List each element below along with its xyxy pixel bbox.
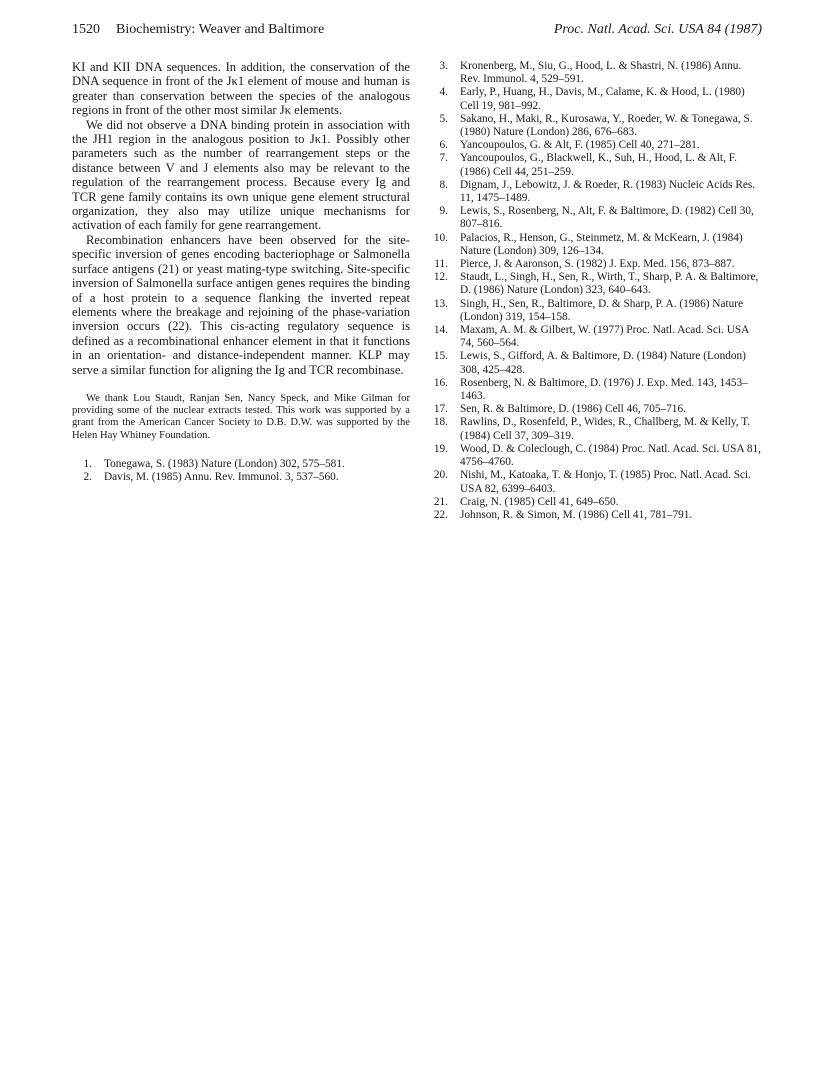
reference-text: Lewis, S., Rosenberg, N., Alt, F. & Baltimore, D. (1982) Cell 30, 807–816.: [460, 205, 754, 231]
reference-item: [428, 416, 764, 442]
body-paragraph: We did not observe a DNA binding protein in association with the JH1 region in the analogous position to Jκ1. Possibly other parameters such as the number of rearrangement steps or the distance between V and J elements also may be relevant to the regulation of the rearrangement process. Because every Ig and TCR gene family contains its own unique gene element structural organization, they also may utilize unique mechanisms for activation of each family for gene rearrangement.: [72, 117, 410, 233]
journal-citation: Proc. Natl. Acad. Sci. USA 84 (1987): [553, 22, 762, 37]
reference-number: 1.: [83, 457, 92, 470]
reference-text: Early, P., Huang, H., Davis, M., Calame, K. & Hood, L. (1980) Cell 19, 981–992.: [460, 86, 745, 112]
page-header: [72, 22, 762, 42]
reference-text: Sakano, H., Maki, R., Kurosawa, Y., Roeder, W. & Tonegawa, S. (1980) Nature (London) 286, 676–683.: [460, 112, 753, 139]
reference-item: [428, 232, 764, 258]
reference-number: 13.: [433, 297, 448, 310]
reference-text: Lewis, S., Gifford, A. & Baltimore, D. (1984) Nature (London) 308, 425–428.: [460, 350, 746, 376]
running-title: Biochemistry: Weaver and Baltimore: [116, 22, 325, 37]
reference-list-left: [72, 458, 410, 484]
reference-number: 7.: [439, 152, 448, 165]
reference-number: 20.: [433, 469, 448, 482]
reference-number: 15.: [433, 350, 448, 363]
reference-text: Singh, H., Sen, R., Baltimore, D. & Sharp, P. A. (1986) Nature (London) 319, 154–158.: [460, 297, 744, 323]
reference-number: 4.: [439, 86, 448, 99]
reference-text: Staudt, L., Singh, H., Sen, R., Wirth, T., Sharp, P. A. & Baltimore, D. (1986) Nature (London) 323, 640–643.: [460, 271, 759, 297]
reference-text: Yancoupoulos, G. & Alt, F. (1985) Cell 40, 271–281.: [460, 139, 700, 152]
reference-text: Pierce, J. & Aaronson, S. (1982) J. Exp. Med. 156, 873–887.: [460, 258, 735, 271]
acknowledgment: We thank Lou Staudt, Ranjan Sen, Nancy Speck, and Mike Gilman for providing some of the nuclear extracts tested. This work was supported by a grant from the American Cancer Society to D.B. D.W. was supported by the Helen Hay Whitney Foundation.: [72, 392, 410, 441]
reference-text: Wood, D. & Coleclough, C. (1984) Proc. Natl. Acad. Sci. USA 81, 4756–4760.: [460, 442, 761, 469]
reference-item: [72, 458, 410, 471]
reference-item: [428, 469, 764, 495]
reference-number: 12.: [433, 271, 448, 284]
reference-item: [428, 60, 764, 86]
reference-text: Rosenberg, N. & Baltimore, D. (1976) J. Exp. Med. 143, 1453–1463.: [460, 376, 748, 403]
reference-item: [428, 443, 764, 469]
reference-number: 19.: [433, 442, 448, 455]
reference-number: 2.: [83, 470, 92, 483]
reference-item: [72, 471, 410, 484]
right-column: [428, 60, 764, 522]
reference-item: [428, 324, 764, 350]
reference-text: Sen, R. & Baltimore, D. (1986) Cell 46, 705–716.: [460, 403, 686, 416]
left-column: [72, 60, 410, 484]
reference-text: Kronenberg, M., Siu, G., Hood, L. & Shastri, N. (1986) Annu. Rev. Immunol. 4, 529–591.: [460, 60, 742, 86]
reference-item: [428, 350, 764, 376]
reference-number: 21.: [433, 495, 448, 508]
reference-item: [428, 509, 764, 522]
reference-item: [428, 258, 764, 271]
reference-number: 9.: [439, 205, 448, 218]
reference-text: Craig, N. (1985) Cell 41, 649–650.: [460, 495, 619, 508]
reference-item: [428, 496, 764, 509]
reference-item: [428, 271, 764, 297]
reference-number: 10.: [433, 231, 448, 244]
reference-number: 17.: [433, 403, 448, 416]
reference-number: 8.: [439, 178, 448, 191]
reference-text: Tonegawa, S. (1983) Nature (London) 302, 575–581.: [104, 457, 345, 470]
reference-text: Nishi, M., Katoaka, T. & Honjo, T. (1985) Proc. Natl. Acad. Sci. USA 82, 6399–6403.: [460, 469, 751, 495]
reference-item: [428, 179, 764, 205]
reference-number: 5.: [439, 112, 448, 125]
body-paragraph: KI and KII DNA sequences. In addition, the conservation of the DNA sequence in front of the Jκ1 element of mouse and human is greater than conservation between the species of the analogous regions in front of the other most similar Jκ elements.: [72, 60, 410, 118]
reference-item: [428, 403, 764, 416]
reference-list-right: [428, 60, 764, 522]
reference-text: Maxam, A. M. & Gilbert, W. (1977) Proc. Natl. Acad. Sci. USA 74, 560–564.: [460, 324, 749, 350]
reference-number: 6.: [439, 139, 448, 152]
reference-text: Johnson, R. & Simon, M. (1986) Cell 41, 781–791.: [460, 508, 693, 521]
reference-item: [428, 139, 764, 152]
reference-text: Dignam, J., Lebowitz, J. & Roeder, R. (1983) Nucleic Acids Res. 11, 1475–1489.: [460, 178, 756, 205]
reference-item: [428, 205, 764, 231]
reference-item: [428, 377, 764, 403]
reference-item: [428, 86, 764, 112]
reference-number: 11.: [434, 258, 448, 271]
reference-text: Yancoupoulos, G., Blackwell, K., Suh, H., Hood, L. & Alt, F. (1986) Cell 44, 251–259.: [460, 152, 737, 178]
reference-number: 18.: [433, 416, 448, 429]
reference-text: Palacios, R., Henson, G., Steinmetz, M. & McKearn, J. (1984) Nature (London) 309, 126–134.: [460, 231, 743, 257]
reference-number: 14.: [433, 324, 448, 337]
reference-item: [428, 113, 764, 139]
reference-number: 22.: [433, 508, 448, 521]
page-number: 1520: [72, 22, 100, 37]
reference-text: Davis, M. (1985) Annu. Rev. Immunol. 3, 537–560.: [104, 470, 339, 483]
reference-text: Rawlins, D., Rosenfeld, P., Wides, R., Challberg, M. & Kelly, T. (1984) Cell 37, 309–319.: [460, 416, 751, 442]
body-paragraph: Recombination enhancers have been observed for the site-specific inversion of genes encoding bacteriophage or Salmonella surface antigens (21) or yeast mating-type switching. Site-specific inversion of Salmonella surface antigen genes requires the binding of a host protein to a sequence flanking the inverted repeat elements where the breakage and rejoining of the phase-variation inversion occurs (22). This cis-acting regulatory sequence is defined as a recombinational enhancer element in that it functions in an orientation- and distance-independent manner. KLP may serve a similar function for aligning the Ig and TCR recombinase.: [72, 232, 410, 377]
reference-item: [428, 298, 764, 324]
reference-item: [428, 152, 764, 178]
reference-number: 3.: [439, 60, 448, 72]
reference-number: 16.: [433, 376, 448, 389]
